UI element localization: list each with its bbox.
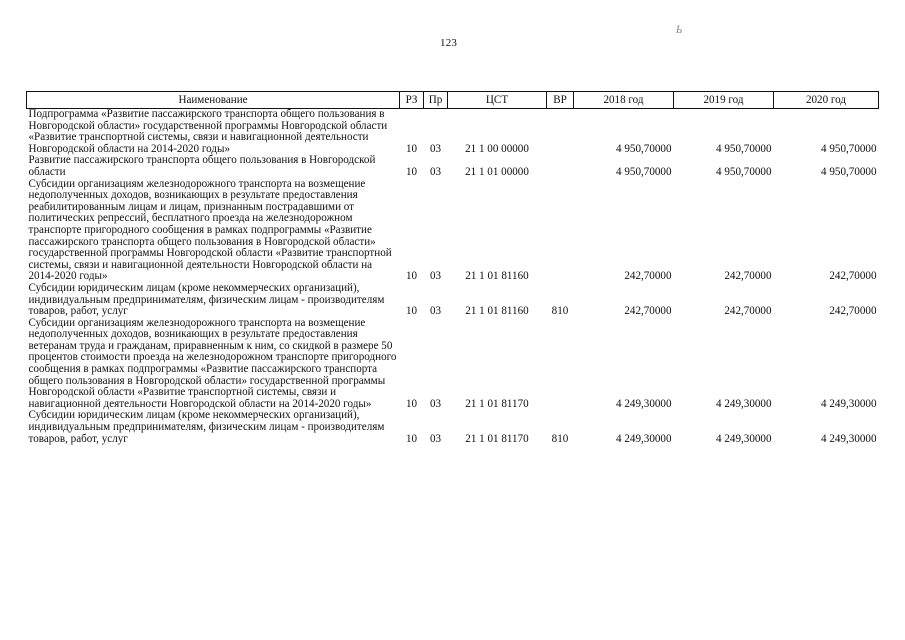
row-2019: 4 950,70000 bbox=[716, 142, 772, 155]
row-2020: 4 950,70000 bbox=[821, 142, 877, 155]
row-name: Развитие пассажирского транспорта общего пользования в Новгородской области bbox=[28, 154, 376, 178]
row-2019: 242,70000 bbox=[724, 305, 772, 318]
row-rz: 10 bbox=[405, 305, 418, 318]
row-pr: 03 bbox=[429, 432, 442, 445]
scan-mark: Ь bbox=[675, 23, 684, 37]
row-name: Подпрограмма «Развитие пассажирского транспорта общего пользования в Новгородской области» государственной программы Новгородской области «Развитие транспортной системы, связи и навигационной деятельности Новгородской области на 2014-2020 годы» bbox=[28, 108, 388, 155]
row-cst: 21 1 01 00000 bbox=[465, 165, 529, 178]
row-2020: 242,70000 bbox=[829, 305, 877, 318]
row-name: Субсидии организациям железнодорожного транспорта на возмещение недополученных доходов, возникающих в результате предоставления реабилитированным лицам и лицам, признанным пострадавшими от политических репрессий, бесплатного проезда на железнодорожном транспорте пригородного сообщения в рамках подпрограммы «Развитие пассажирского транспорта общего пользования в Новгородской области» государственной программы Новгородской области «Развитие транспортной системы, связи и навигационной деятельности Новгородской области на 2014-2020 годы» bbox=[28, 177, 392, 283]
row-2020: 4 249,30000 bbox=[821, 432, 877, 445]
row-2020: 4 950,70000 bbox=[821, 165, 877, 178]
row-cst: 21 1 01 81160 bbox=[465, 305, 529, 318]
row-vr: 810 bbox=[551, 305, 569, 318]
table-header bbox=[27, 92, 879, 109]
table-body bbox=[27, 109, 879, 446]
row-cst: 21 1 01 81170 bbox=[465, 397, 529, 410]
row-2020: 4 249,30000 bbox=[821, 397, 877, 410]
row-rz: 10 bbox=[405, 397, 418, 410]
row-name: Субсидии организациям железнодорожного транспорта на возмещение недополученных доходов, возникающих в результате предоставления ветеранам труда и гражданам, приравненным к ним, со скидкой в размере 50 процентов стоимости проезда на железнодорожном транспорте пригородного сообщения в рамках подпрограммы «Развитие пассажирского транспорта общего пользования в Новгородской области» государственной программы Новгородской области «Развитие транспортной системы, связи и навигационной деятельности Новгородской области на 2014-2020 годы» bbox=[28, 316, 397, 410]
row-2019: 4 950,70000 bbox=[716, 165, 772, 178]
table-row bbox=[27, 318, 879, 411]
row-2019: 242,70000 bbox=[724, 270, 772, 283]
row-2018: 242,70000 bbox=[624, 270, 672, 283]
row-vr bbox=[547, 318, 574, 411]
row-rz: 10 bbox=[405, 270, 418, 283]
row-rz: 10 bbox=[405, 142, 418, 155]
row-pr: 03 bbox=[429, 165, 442, 178]
row-pr: 03 bbox=[429, 305, 442, 318]
row-name: Субсидии юридическим лицам (кроме некоммерческих организаций), индивидуальным предпринимателям, физическим лицам - производителям товаров, работ, услуг bbox=[28, 409, 385, 445]
row-2019: 4 249,30000 bbox=[716, 432, 772, 445]
header-name: Наименование bbox=[27, 92, 400, 109]
header-pr: Пр bbox=[424, 92, 448, 109]
table-row bbox=[27, 109, 879, 156]
header-vr: ВР bbox=[547, 92, 574, 109]
row-2018: 4 249,30000 bbox=[616, 397, 672, 410]
header-cst: ЦСТ bbox=[448, 92, 547, 109]
row-2018: 4 950,70000 bbox=[616, 165, 672, 178]
table-row bbox=[27, 179, 879, 283]
row-pr: 03 bbox=[429, 142, 442, 155]
budget-table bbox=[26, 91, 879, 445]
row-2018: 4 950,70000 bbox=[616, 142, 672, 155]
table-row bbox=[27, 410, 879, 445]
row-name: Субсидии юридическим лицам (кроме некоммерческих организаций), индивидуальным предпринимателям, физическим лицам - производителям товаров, работ, услуг bbox=[28, 281, 385, 318]
header-2018: 2018 год bbox=[574, 92, 674, 109]
row-2019: 4 249,30000 bbox=[716, 397, 772, 410]
header-2019: 2019 год bbox=[674, 92, 774, 109]
row-cst: 21 1 01 81170 bbox=[465, 432, 529, 445]
row-2018: 242,70000 bbox=[624, 305, 672, 318]
header-2020: 2020 год bbox=[774, 92, 879, 109]
row-rz: 10 bbox=[405, 432, 418, 445]
row-pr: 03 bbox=[429, 397, 442, 410]
row-2020: 242,70000 bbox=[829, 270, 877, 283]
row-rz: 10 bbox=[405, 165, 418, 178]
row-vr bbox=[547, 179, 574, 283]
row-vr bbox=[547, 155, 574, 178]
row-cst: 21 1 00 00000 bbox=[465, 142, 529, 155]
header-row bbox=[27, 92, 879, 109]
row-vr bbox=[547, 109, 574, 156]
row-vr: 810 bbox=[551, 432, 569, 445]
row-2018: 4 249,30000 bbox=[616, 432, 672, 445]
row-cst: 21 1 01 81160 bbox=[465, 270, 529, 283]
row-pr: 03 bbox=[429, 270, 442, 283]
header-rz: РЗ bbox=[400, 92, 424, 109]
table-row bbox=[27, 155, 879, 178]
table-row bbox=[27, 283, 879, 318]
page-number: 123 bbox=[440, 37, 458, 49]
